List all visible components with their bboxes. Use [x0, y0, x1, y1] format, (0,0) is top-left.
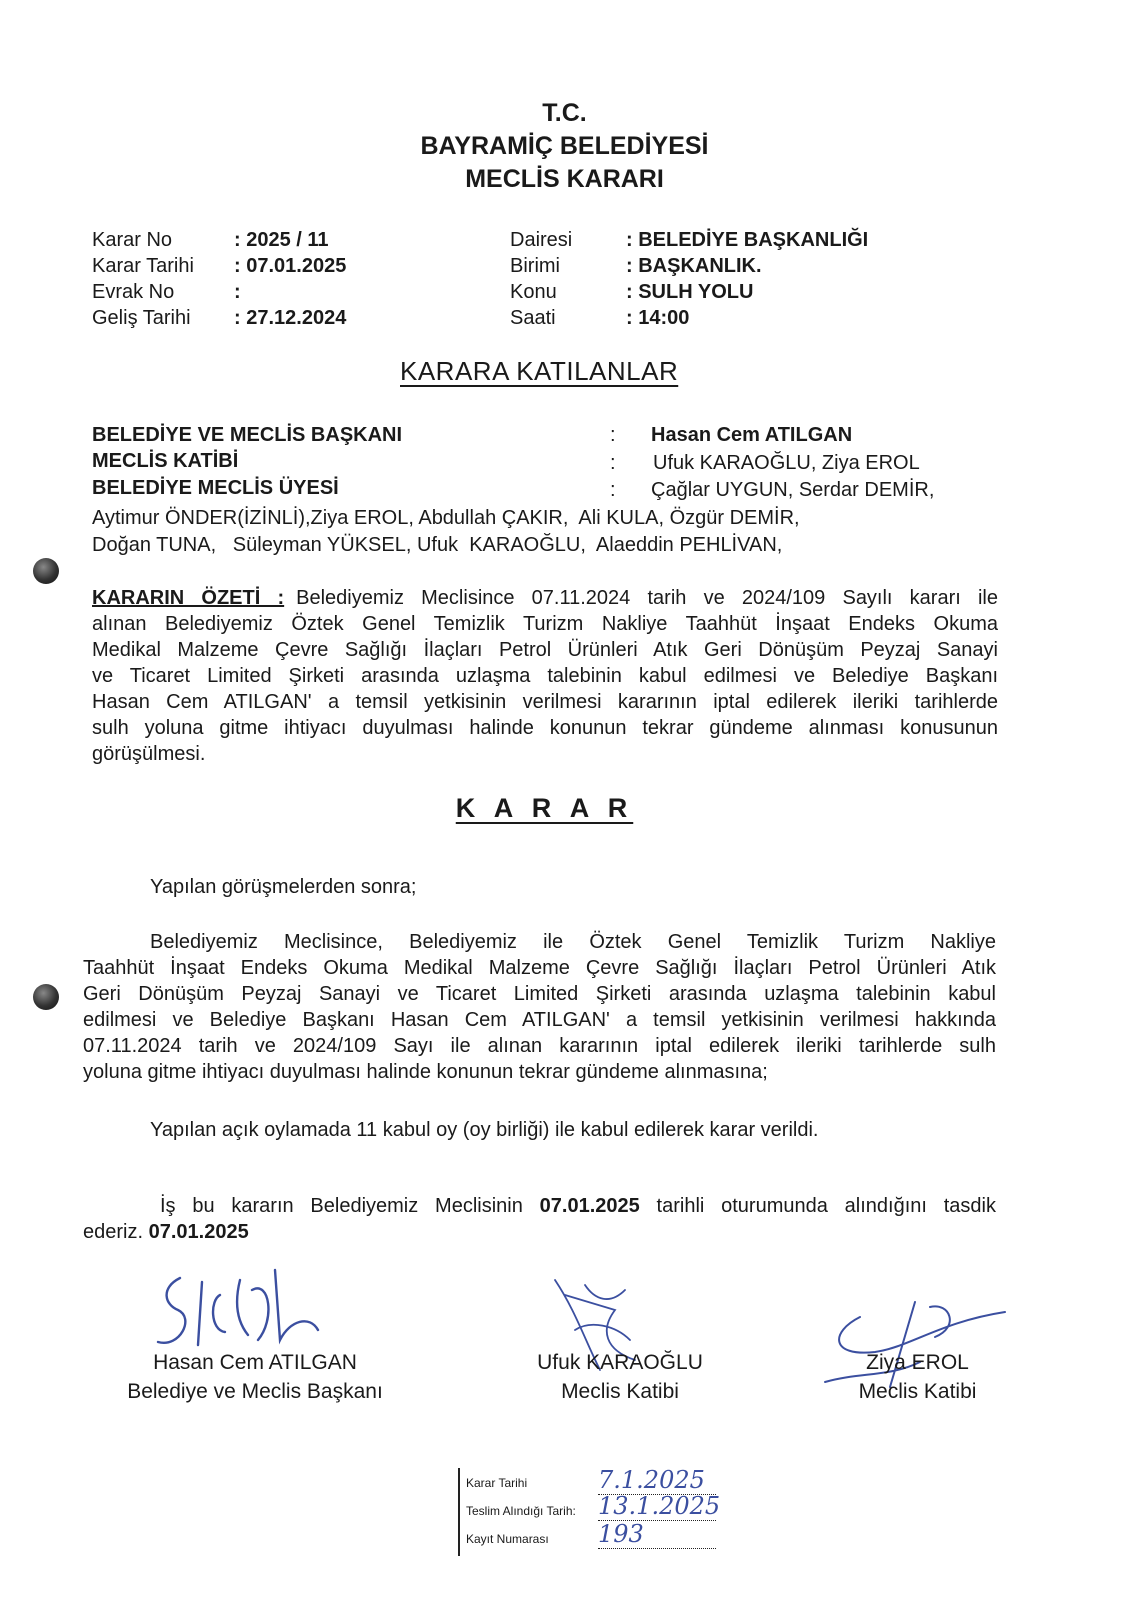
signatory-title: Belediye ve Meclis Başkanı [127, 1380, 383, 1403]
summary-label: KARARIN ÖZETİ : [92, 587, 285, 609]
signatory-name: Ufuk KARAOĞLU [537, 1351, 703, 1374]
summary-line: görüşülmesi. [92, 743, 206, 765]
attendee-colon: : [610, 424, 616, 446]
stamp-value: 7.1.2025 [598, 1466, 716, 1495]
attendee-colon: : [610, 479, 616, 501]
decision-line: 07.11.2024 tarih ve 2024/109 Sayı ile alınan kararının iptal edilerek ileriki tarihlerde sulh [83, 1035, 996, 1057]
meta-value: : 27.12.2024 [234, 307, 347, 329]
meta-value: : 14:00 [626, 307, 690, 329]
signature-block-3 [800, 1348, 1035, 1406]
summary-line: sulh yoluna gitme ihtiyacı duyulması halinde konunun tekrar gündeme alınması konusunun [92, 717, 998, 739]
meta-label: Dairesi [510, 229, 573, 251]
meta-value: : BELEDİYE BAŞKANLIĞI [626, 229, 869, 251]
meta-value: : SULH YOLU [626, 281, 754, 303]
stamp-label: Teslim Alındığı Tarih: [466, 1504, 576, 1518]
stamp-label: Kayıt Numarası [466, 1532, 549, 1546]
meta-value: : [234, 281, 241, 303]
signatory-title: Meclis Katibi [858, 1380, 977, 1403]
summary-line: alınan Belediyemiz Öztek Genel Temizlik Turizm Nakliye Taahhüt İnşaat Endeks Okuma [92, 613, 998, 635]
signature-block-2 [480, 1348, 760, 1406]
certification-line-2 [83, 1219, 249, 1245]
attendee-colon: : [610, 452, 616, 474]
receipt-stamp [458, 1468, 722, 1556]
attendee-names: Hasan Cem ATILGAN [651, 424, 853, 446]
meta-label: Karar Tarihi [92, 255, 194, 277]
cert-text: tarihli oturumunda alındığını tasdik [639, 1195, 996, 1217]
attendee-names: Çağlar UYGUN, Serdar DEMİR, [651, 479, 935, 501]
attendee-role: BELEDİYE VE MECLİS BAŞKANI [92, 424, 403, 446]
attendee-role: MECLİS KATİBİ [92, 450, 239, 472]
document-title: MECLİS KARARI [465, 165, 664, 193]
signature-block-1 [90, 1348, 420, 1406]
meta-label: Karar No [92, 229, 173, 251]
header-tc: T.C. [542, 99, 587, 127]
vote-statement: Yapılan açık oylamada 11 kabul oy (oy birliği) ile kabul edilerek karar verildi. [150, 1119, 819, 1141]
signature-mark-1 [140, 1260, 340, 1360]
attendee-role: BELEDİYE MECLİS ÜYESİ [92, 477, 339, 499]
cert-text: İş bu kararın Belediyemiz Meclisinin [160, 1195, 540, 1217]
municipality-title: BAYRAMİÇ BELEDİYESİ [420, 132, 709, 160]
decision-title: K A R A R [455, 793, 634, 823]
summary-line-1 [92, 585, 998, 611]
summary-line: Medikal Malzeme Çevre Sağlığı İlaçları Petrol Ürünleri Atık Geri Dönüşüm Peyzaj Sanayi [92, 639, 998, 661]
meta-right [510, 227, 868, 331]
decision-line: Geri Dönüşüm Peyzaj Sanayi ve Ticaret Limited Şirketi arasında uzlaşma talebinin kabul [83, 983, 996, 1005]
attendee-names: Ufuk KARAOĞLU, Ziya EROL [653, 452, 920, 474]
decision-intro: Yapılan görüşmelerden sonra; [150, 876, 417, 898]
meta-label: Konu [510, 281, 557, 303]
decision-line: Taahhüt İnşaat Endeks Okuma Medikal Malzeme Çevre Sağlığı İlaçları Petrol Ürünleri Atık [83, 957, 996, 979]
meta-value: : 07.01.2025 [234, 255, 347, 277]
cert-text: ederiz. [83, 1221, 149, 1243]
punch-hole [33, 984, 59, 1010]
signatory-title: Meclis Katibi [561, 1380, 679, 1403]
meta-label: Saati [510, 307, 556, 329]
decision-line: Belediyemiz Meclisince, Belediyemiz ile Öztek Genel Temizlik Turizm Nakliye [150, 931, 996, 953]
signatory-name: Ziya EROL [866, 1351, 969, 1374]
attendee-members-line: Doğan TUNA, Süleyman YÜKSEL, Ufuk KARAOĞLU, Alaeddin PEHLİVAN, [92, 534, 783, 556]
summary-line: ve Ticaret Limited Şirketi arasında uzlaşma talebinin kabul edilmesi ve Belediye Başkanı [92, 665, 998, 687]
meta-label: Evrak No [92, 281, 175, 303]
meta-left [92, 227, 346, 331]
decision-line: edilmesi ve Belediye Başkanı Hasan Cem ATILGAN' a temsil yetkisinin verilmesi hakkında [83, 1009, 996, 1031]
meta-label: Geliş Tarihi [92, 307, 191, 329]
attendees-title: KARARA KATILANLAR [400, 356, 679, 386]
meta-value: : BAŞKANLIK. [626, 255, 762, 277]
punch-hole [33, 558, 59, 584]
signatory-name: Hasan Cem ATILGAN [153, 1351, 357, 1374]
cert-date: 07.01.2025 [148, 1221, 249, 1243]
meta-label: Birimi [510, 255, 560, 277]
certification-line-1 [160, 1193, 996, 1219]
stamp-label: Karar Tarihi [466, 1476, 528, 1490]
summary-line: Hasan Cem ATILGAN' a temsil yetkisinin verilmesi kararının iptal edilerek ileriki tarihlerde [92, 691, 998, 713]
stamp-value: 13.1.2025 [598, 1492, 721, 1520]
cert-date: 07.01.2025 [539, 1195, 640, 1217]
meta-value: : 2025 / 11 [234, 229, 329, 251]
decision-line: yoluna gitme ihtiyacı duyulması halinde konunun tekrar gündeme alınmasına; [83, 1061, 768, 1083]
attendee-members-line: Aytimur ÖNDER(İZİNLİ),Ziya EROL, Abdullah ÇAKIR, Ali KULA, Özgür DEMİR, [92, 507, 800, 529]
stamp-value: 193 [598, 1520, 716, 1549]
summary-text: Belediyemiz Meclisince 07.11.2024 tarih ve 2024/109 Sayılı kararı ile [296, 587, 998, 609]
